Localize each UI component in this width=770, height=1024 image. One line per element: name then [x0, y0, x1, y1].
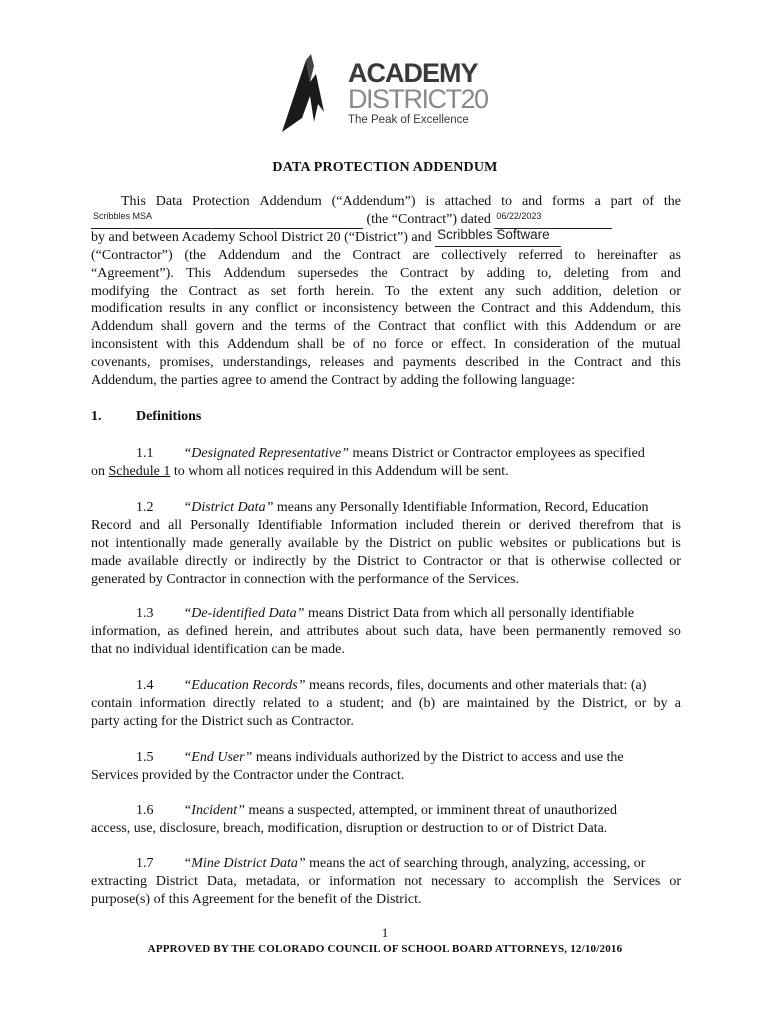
intro-line: covenants, promises, understandings, releases and payments described in the Contract and this	[91, 355, 681, 371]
intro-paragraph	[91, 193, 681, 390]
intro-line: inconsistent with this Addendum shall be of no force or effect. In consideration of the mutual	[91, 337, 681, 353]
defined-term: “District Data”	[183, 500, 274, 515]
definition-1-5: 1.5 “End User” means individuals authorized by the District to access and use the Services provided by the Contractor under the Contract.	[91, 750, 624, 783]
page-number: 1	[381, 925, 389, 940]
definition-1-1: 1.1 “Designated Representative” means District or Contractor employees as specified on Schedule 1 to whom all notices required in this Addendum will be sent.	[91, 446, 645, 479]
intro-line: Addendum shall govern and the terms of the Contract that conflict with this Addendum or are	[91, 319, 681, 335]
mountain-peak-icon	[280, 52, 350, 134]
defined-term: “Designated Representative”	[183, 446, 350, 461]
intro-line: (“Contractor”) (the Addendum and the Contract are collectively referred to hereinafter as	[91, 247, 681, 263]
defined-term: “Mine District Data”	[183, 856, 306, 871]
schedule-1-reference: Schedule 1	[108, 463, 171, 479]
intro-line: modification results in any conflict or inconsistency between the Contract and this Addendum, this	[91, 301, 681, 317]
intro-line: This Data Protection Addendum (“Addendum”) is attached to and forms a part of the	[121, 194, 681, 209]
definition-1-4: 1.4 “Education Records” means records, files, documents and other materials that: (a) contain information directly related to a student; and (b) are maintained by the District, or by a party acting for the District such as Contractor.	[91, 678, 681, 729]
definition-1-6: 1.6 “Incident” means a suspected, attempted, or imminent threat of unauthorized access, use, disclosure, breach, modification, disruption or destruction to or of District Data.	[91, 803, 617, 836]
intro-line: Scribbles MSA (the “Contract”) dated 06/22/2023	[91, 211, 681, 229]
intro-line: “Agreement”). This Addendum supersedes the Contract by adding to, deleting from and	[91, 265, 681, 281]
definition-1-7: 1.7 “Mine District Data” means the act of searching through, analyzing, accessing, or extracting District Data, metadata, or information not necessary to accomplish the Services or purpose(s) of this Agreement for the benefit of the District.	[91, 856, 681, 907]
contractor-name-value: Scribbles Software	[437, 226, 550, 242]
document-title: DATA PROTECTION ADDENDUM	[272, 160, 498, 175]
definition-1-3: 1.3 “De-identified Data” means District Data from which all personally identifiable information, as defined herein, and attributes about such data, have been permanently removed so that no individual identification can be made.	[91, 606, 681, 657]
section-title: Definitions	[136, 409, 202, 424]
defined-term: “Education Records”	[183, 678, 306, 693]
defined-term: “De-identified Data”	[183, 606, 305, 621]
logo-tagline: The Peak of Excellence	[348, 114, 469, 126]
intro-line: Addendum, the parties agree to amend the Contract by adding the following language:	[91, 373, 576, 389]
logo-academy-text: ACADEMY	[348, 58, 478, 88]
contract-date-value: 06/22/2023	[496, 210, 542, 221]
district-logo	[280, 52, 490, 134]
section-heading-definitions	[91, 409, 201, 425]
approval-footer: APPROVED BY THE COLORADO COUNCIL OF SCHOOL BOARD ATTORNEYS, 12/10/2016	[147, 943, 623, 955]
logo-district-text: DISTRICT20	[348, 84, 488, 114]
defined-term: “Incident”	[183, 803, 245, 818]
intro-line: modifying the Contract as set forth herein. To the extent any such addition, deletion or	[91, 283, 681, 299]
defined-term: “End User”	[183, 750, 253, 765]
definition-1-2: 1.2 “District Data” means any Personally Identifiable Information, Record, Education Record and all Personally Identifiable Information included therein or derived therefrom that is not intentionally made generally available by the District on public websites or publications but is made available directly or indirectly by the District to Contractor or that is otherwise collected or generated by Contractor in connection with the performance of the Services.	[91, 500, 681, 587]
contractor-name-field[interactable]	[435, 226, 561, 247]
contract-name-value: Scribbles MSA	[93, 210, 153, 221]
section-number: 1.	[91, 409, 102, 424]
intro-line: by and between Academy School District 20 (“District”) and Scribbles Software	[91, 229, 681, 247]
